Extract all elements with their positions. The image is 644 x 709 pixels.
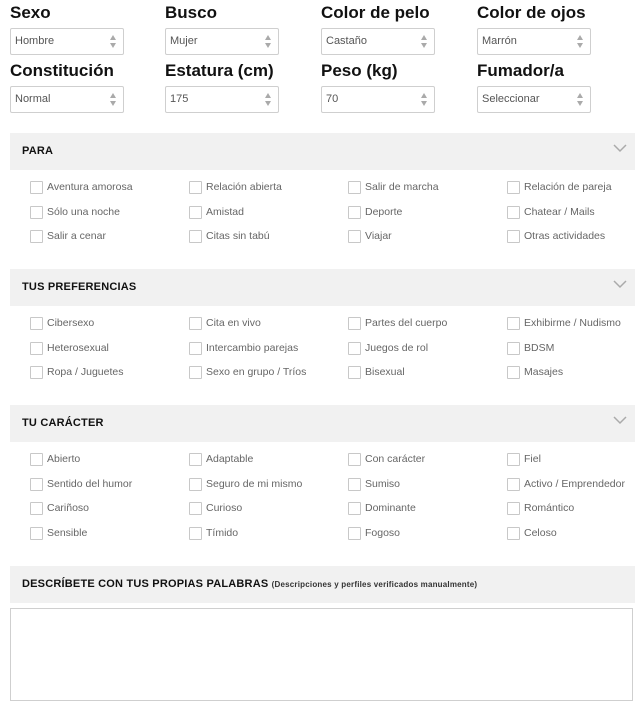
chevron-down-icon[interactable] (613, 143, 625, 155)
section-title: TU CARÁCTER (22, 417, 104, 429)
option-label: Tímido (206, 527, 239, 539)
checkbox[interactable] (189, 453, 202, 466)
select-value: Hombre (15, 35, 55, 47)
fumador-select[interactable] (477, 86, 591, 113)
option-label: Intercambio parejas (206, 342, 299, 354)
select-value: Normal (15, 93, 51, 105)
option-label: Sentido del humor (47, 478, 133, 490)
option-label: Fiel (524, 453, 541, 465)
option-label: Romántico (524, 502, 575, 514)
select-value: 70 (326, 93, 339, 105)
checkbox[interactable] (30, 181, 43, 194)
checkbox[interactable] (189, 317, 202, 330)
option-label: Curioso (206, 502, 243, 514)
busco-select[interactable] (165, 28, 279, 55)
section-title: TUS PREFERENCIAS (22, 281, 137, 293)
option-label: Sólo una noche (47, 206, 120, 218)
chevron-down-icon[interactable] (613, 415, 625, 427)
option-label: Chatear / Mails (524, 206, 595, 218)
color-pelo-select[interactable] (321, 28, 435, 55)
option-label: Activo / Emprendedor (524, 478, 625, 490)
checkbox[interactable] (30, 206, 43, 219)
checkbox[interactable] (30, 366, 43, 379)
checkbox[interactable] (507, 527, 520, 540)
select-arrows-icon (577, 35, 584, 48)
select-value: Mujer (170, 35, 198, 47)
checkbox[interactable] (507, 230, 520, 243)
select-arrows-icon (110, 35, 117, 48)
option-label: Deporte (365, 206, 403, 218)
option-label: Abierto (47, 453, 81, 465)
checkbox[interactable] (507, 342, 520, 355)
option-label: Seguro de mi mismo (206, 478, 303, 490)
describe-subtitle: (Descripciones y perfiles verificados manualmente) (271, 580, 478, 589)
option-label: Dominante (365, 502, 416, 514)
checkbox[interactable] (189, 342, 202, 355)
checkbox[interactable] (348, 181, 361, 194)
checkbox[interactable] (348, 317, 361, 330)
option-label: Citas sin tabú (206, 230, 270, 242)
select-value: Marrón (482, 35, 517, 47)
option-label: Relación abierta (206, 181, 282, 193)
option-label: Sensible (47, 527, 88, 539)
select-label: Sexo (10, 3, 51, 22)
checkbox[interactable] (30, 527, 43, 540)
option-label: Otras actividades (524, 230, 606, 242)
checkbox[interactable] (189, 502, 202, 515)
checkbox[interactable] (507, 502, 520, 515)
option-label: Adaptable (206, 453, 254, 465)
chevron-down-icon[interactable] (613, 279, 625, 291)
select-label: Fumador/a (477, 61, 564, 80)
option-label: Partes del cuerpo (365, 317, 448, 329)
select-value: Seleccionar (482, 93, 540, 105)
checkbox[interactable] (348, 206, 361, 219)
option-label: Salir de marcha (365, 181, 439, 193)
checkbox[interactable] (348, 478, 361, 491)
select-label: Peso (kg) (321, 61, 398, 80)
select-value: Castaño (326, 35, 367, 47)
checkbox[interactable] (348, 342, 361, 355)
select-label: Busco (165, 3, 217, 22)
option-label: Con carácter (365, 453, 426, 465)
option-label: Juegos de rol (365, 342, 429, 354)
checkbox[interactable] (30, 478, 43, 491)
checkbox[interactable] (30, 317, 43, 330)
option-label: Cibersexo (47, 317, 95, 329)
option-label: Masajes (524, 366, 564, 378)
option-label: Bisexual (365, 366, 405, 378)
checkbox[interactable] (507, 478, 520, 491)
select-label: Color de pelo (321, 3, 430, 22)
checkbox[interactable] (348, 366, 361, 379)
checkbox[interactable] (189, 527, 202, 540)
option-label: Exhibirme / Nudismo (524, 317, 621, 329)
checkbox[interactable] (507, 453, 520, 466)
select-label: Color de ojos (477, 3, 586, 22)
constitucion-select[interactable] (10, 86, 124, 113)
checkbox[interactable] (348, 453, 361, 466)
option-label: Salir a cenar (47, 230, 106, 242)
option-label: Fogoso (365, 527, 401, 539)
select-arrows-icon (265, 35, 272, 48)
select-arrows-icon (265, 93, 272, 106)
checkbox[interactable] (348, 527, 361, 540)
select-label: Estatura (cm) (165, 61, 274, 80)
option-label: Viajar (365, 230, 392, 242)
option-label: Sumiso (365, 478, 401, 490)
option-label: Cariñoso (47, 502, 90, 514)
option-label: Amistad (206, 206, 244, 218)
checkbox[interactable] (189, 478, 202, 491)
checkbox[interactable] (507, 366, 520, 379)
checkbox[interactable] (189, 230, 202, 243)
color-ojos-select[interactable] (477, 28, 591, 55)
checkbox[interactable] (348, 502, 361, 515)
description-textarea[interactable] (10, 608, 633, 701)
checkbox[interactable] (30, 502, 43, 515)
checkbox[interactable] (507, 181, 520, 194)
select-arrows-icon (577, 93, 584, 106)
describe-title: DESCRÍBETE CON TUS PROPIAS PALABRAS (22, 578, 269, 590)
peso-select[interactable] (321, 86, 435, 113)
section-header-para[interactable] (10, 133, 635, 170)
checkbox[interactable] (348, 230, 361, 243)
option-label: Ropa / Juguetes (47, 366, 124, 378)
option-label: Cita en vivo (206, 317, 261, 329)
select-arrows-icon (421, 93, 428, 106)
select-label: Constitución (10, 61, 114, 80)
option-label: Heterosexual (47, 342, 109, 354)
select-arrows-icon (421, 35, 428, 48)
estatura-select[interactable] (165, 86, 279, 113)
checkbox[interactable] (189, 206, 202, 219)
checkbox[interactable] (30, 342, 43, 355)
select-value: 175 (170, 93, 189, 105)
section-header-describe (10, 566, 635, 603)
select-arrows-icon (110, 93, 117, 106)
checkbox[interactable] (507, 206, 520, 219)
option-label: Celoso (524, 527, 557, 539)
checkbox[interactable] (189, 366, 202, 379)
checkbox[interactable] (30, 230, 43, 243)
option-label: Sexo en grupo / Tríos (206, 366, 307, 378)
section-title: PARA (22, 145, 54, 157)
section-title (22, 578, 477, 590)
section-header-caracter[interactable] (10, 405, 635, 442)
checkbox[interactable] (30, 453, 43, 466)
option-label: Aventura amorosa (47, 181, 133, 193)
section-header-preferencias[interactable] (10, 269, 635, 306)
checkbox[interactable] (189, 181, 202, 194)
sexo-select[interactable] (10, 28, 124, 55)
checkbox[interactable] (507, 317, 520, 330)
option-label: BDSM (524, 342, 555, 354)
option-label: Relación de pareja (524, 181, 612, 193)
